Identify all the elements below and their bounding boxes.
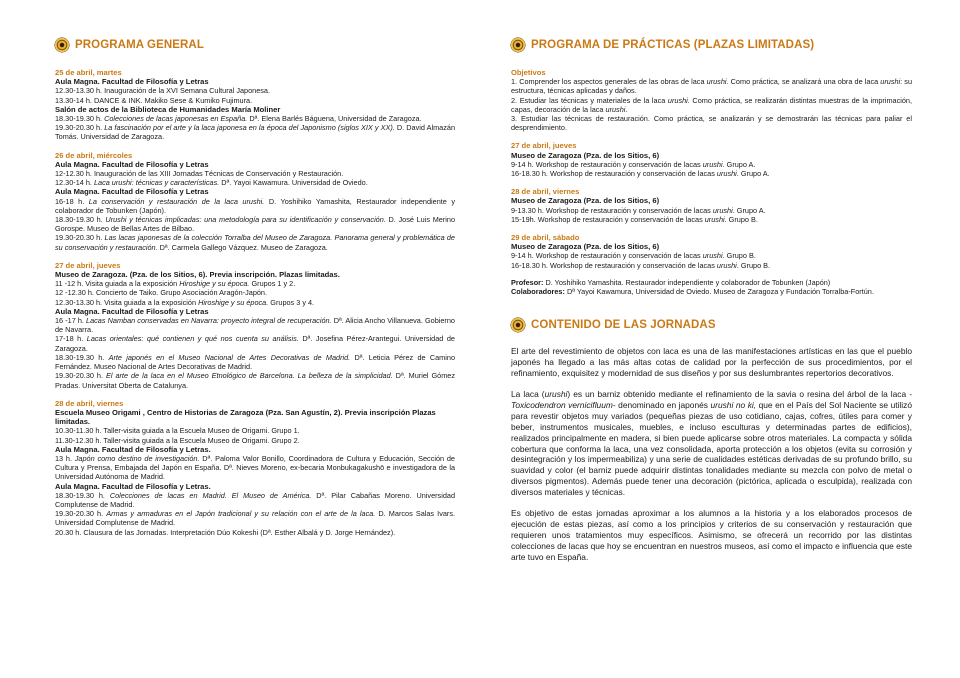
- contenido-paragraph-1: El arte del revestimiento de objetos con laca es una de las manifestaciones artísticas en las que el pueblo japonés ha llegado a las más altas cotas de calidad por la perfección de sus procedimientos, por el refinamiento, exquisitez y modernidad de sus diseños y por sus deslumbrantes repertorios decorativos.: [511, 346, 912, 379]
- schedule-entry: 13.30-14 h. DANCE & INK. Makiko Sese & Kumiko Fujimura.: [55, 95, 253, 105]
- workshop-entry: [511, 251, 912, 260]
- crest-bullet-icon: [55, 38, 69, 52]
- schedule-entry: [55, 114, 455, 123]
- schedule-entry: [55, 215, 455, 233]
- workshop-entry: [511, 169, 912, 178]
- venue-line: Museo de Zaragoza (Pza. de los Sitios, 6): [511, 242, 660, 252]
- schedule-entry: [55, 316, 455, 334]
- text-run: Grupos 1 y 2.: [249, 279, 296, 289]
- schedule-entry: 10.30-11.30 h. Taller-visita guiada a la Escuela Museo de Origami. Grupo 1.: [55, 426, 300, 436]
- contenido-heading: [511, 318, 912, 332]
- italic-title: Hiroshige y su época.: [198, 297, 269, 307]
- venue-line: Aula Magna. Facultad de Filosofía y Letras: [55, 187, 209, 197]
- text-run: D. Marcos Salas Ivars. Universidad Complutense de Madrid.: [55, 509, 456, 528]
- text-run: 9-13.30 h. Workshop de restauración y conservación de lacas: [511, 205, 713, 215]
- text-run: 18.30-19.30 h.: [55, 114, 105, 124]
- workshop-entry: [511, 160, 912, 169]
- venue-line: Aula Magna. Facultad de Filosofía y Letras: [55, 77, 209, 87]
- text-run: 11 -12 h. Visita guiada a la exposición: [55, 279, 180, 289]
- italic-title: Las lacas japonesas de la colección Torralba del Museo de Zaragoza. Panorama general y problemática de su conservación y restauración.: [55, 233, 455, 252]
- profesor-line: [511, 278, 912, 287]
- text-run: 15-19h. Workshop de restauración y conservación de lacas: [511, 214, 705, 224]
- text-run: . Grupo B.: [722, 251, 756, 261]
- day-heading: 28 de abril, viernes: [511, 187, 580, 197]
- workshop-entry: [511, 215, 912, 224]
- text-run: .: [625, 104, 628, 114]
- text-run: : su estructura, técnicas aplicadas y daños.: [511, 77, 913, 96]
- italic-title: urushi: [605, 104, 626, 114]
- contenido-paragraph-3: Es objetivo de estas jornadas aproximar a los alumnos a la historia y a los elaborados procesos de ejecución de estas piezas, así como a los principios y criterios de su conservación y restauración que requieren unos tratamientos muy específicos. Asimismo, se ofrecerá un recorrido por las distintas colecciones de lacas que hoy se encuentran en nuestros museos, así como el impacto e influencia que este arte tuvo en España.: [511, 508, 912, 562]
- text-run: Dª. Josefina Pérez-Arantegui. Universidad de Zaragoza.: [55, 334, 455, 353]
- text-run: Dª. Leticia Pérez de Camino Fernández. Museo Nacional de Artes Decorativas de Madrid.: [55, 352, 455, 372]
- contenido-paragraph-2: La laca (urushi) es un barniz obtenido mediante el refinamiento de la savia o resina del árbol de la laca -Toxicodendron vernicifluum- denominado en japonés urushi no ki, que en el País del Sol Naciente se utilizó para revestir objetos muy variados (pequeñas piezas de uso cotidiano, cajas, cofres, útiles para comer y beber, instrumentos musicales, muebles, e incluso esculturas y determinadas partes de edificios), realizados principalmente en madera, si bien puede aplicarse sobre otros materiales. La compacta y sólida cobertura que conforma la laca, una vez consolidada, aporta protección a los objetos (evita su corrosión y desintegración y los impermeabiliza) y una serie de cualidades estéticas derivadas de su profundo brillo, su suavidad y color (el barniz puede adquirir distintas tonalidades mediante su mezcla con polvo de metal o diversos pigmentos). Además puede tener una decoración (pictórica, aplicada o esculpida), realizada con diversos materiales y técnicas.: [511, 388, 913, 498]
- venue-line: Museo de Zaragoza (Pza. de los Sitios, 6): [511, 150, 660, 160]
- right-column: [511, 38, 912, 573]
- text-run: 19.30-20.30 h.: [55, 509, 107, 519]
- text-run: 19.30-20.30 h.: [55, 123, 105, 133]
- text-run: 19.30-20.30 h.: [55, 371, 106, 381]
- text-run: . Grupo B.: [724, 214, 758, 224]
- programa-practicas-title: PROGRAMA DE PRÁCTICAS (PLAZAS LIMITADAS): [531, 39, 815, 51]
- venue-line: Museo de Zaragoza (Pza. de los Sitios, 6): [511, 196, 660, 206]
- text-run: 3. Estudiar las técnicas de restauración. Como práctica, se analizarán y se demostrarán las técnicas para paliar el desprendimiento.: [511, 114, 912, 133]
- italic-title: El arte de la laca en el Museo Etnológico de Barcelona. La belleza de la simplicidad.: [105, 371, 393, 381]
- italic-title: urushi: [702, 159, 723, 169]
- programa-general-title: PROGRAMA GENERAL: [75, 39, 204, 51]
- practicas-days: [511, 141, 912, 269]
- text-run: Dª. Muriel Gómez Pradas. Universitat Oberta de Catalunya.: [55, 371, 455, 390]
- colaboradores-text: Dª Yayoi Kawamura, Universidad de Oviedo. Museo de Zaragoza y Fundación Torralba-Fortún.: [564, 287, 874, 297]
- day-heading: 27 de abril, jueves: [55, 260, 121, 270]
- italic-title: urushi: [716, 260, 737, 270]
- text-run: . Grupo A.: [722, 159, 756, 169]
- text-run: . Grupo A.: [732, 205, 766, 215]
- text-run: 19.30-20.30 h.: [55, 233, 105, 243]
- text-run: Dª. Alicia Ancho Villanueva. Gobierno de Navarra.: [55, 316, 455, 335]
- italic-title: urushi: [712, 205, 733, 215]
- schedule-entry: [55, 279, 455, 288]
- italic-title: Armas y armaduras en el Japón tradicional y su relación con el arte de la laca.: [106, 509, 376, 519]
- objetivo-item: [511, 114, 912, 132]
- italic-title: urushi: [716, 169, 737, 179]
- italic-title: Arte japonés en el Museo Nacional de Artes Decorativas de Madrid.: [108, 352, 351, 362]
- text-run: 16-18.30 h. Workshop de restauración y conservación de lacas: [511, 260, 717, 270]
- schedule-entry: [55, 353, 455, 371]
- italic-title: Urushi y técnicas implicadas: una metodología para su identificación y conservación.: [105, 215, 386, 225]
- workshop-entry: [511, 206, 912, 215]
- text-run: 12.30-14 h.: [55, 178, 94, 188]
- italic-title: Lacas Namban conservadas en Navarra: proyecto integral de recuperación.: [86, 316, 332, 326]
- text-run: Dª. Carmela Gallego Vázquez. Museo de Zaragoza.: [157, 242, 328, 252]
- italic-title: urushi.: [706, 77, 729, 87]
- schedule-entry: [55, 298, 455, 307]
- text-run: 16-18.30 h. Workshop de restauración y conservación de lacas: [511, 169, 717, 179]
- text-run: 18.30-19.30 h.: [55, 352, 109, 362]
- italic-title: Lacas orientales: qué contienen y qué nos cuenta su análisis.: [86, 334, 299, 344]
- schedule-entry: 12.30-13.30 h. Inauguración de la XVI Semana Cultural Japonesa.: [55, 86, 270, 96]
- italic-title: La fascinación por el arte y la laca japonesa en la época del Japonismo (siglos XIX y XX).: [104, 123, 395, 133]
- schedule-entry: [55, 491, 455, 509]
- schedule-entry: 12-12.30 h. Inauguración de las XIII Jornadas Técnicas de Conservación y Restauración.: [55, 169, 344, 179]
- crest-bullet-icon: [511, 38, 525, 52]
- schedule-entry: [55, 334, 455, 352]
- italic-title: Colecciones de lacas japonesas en España.: [104, 114, 248, 124]
- programa-general-days: [55, 68, 455, 537]
- text-run: . Grupo A.: [736, 169, 770, 179]
- schedule-entry: [55, 371, 455, 389]
- venue-line: Museo de Zaragoza. (Pza. de los Sitios, 6). Previa inscripción. Plazas limitadas.: [55, 270, 340, 280]
- objetivo-item: [511, 77, 912, 95]
- text-run: 12.30-13.30 h. Visita guiada a la exposición: [55, 297, 199, 307]
- text-run: Dª. Elena Barlés Báguena, Universidad de Zaragoza.: [247, 114, 422, 124]
- venue-line: Aula Magna. Facultad de Filosofía y Letras: [55, 306, 209, 316]
- text-run: 2. Estudiar las técnicas y materiales de la laca: [511, 95, 668, 105]
- schedule-entry: 11.30-12.30 h. Taller-visita guiada a la Escuela Museo de Origami. Grupo 2.: [55, 435, 300, 445]
- contenido-title: CONTENIDO DE LAS JORNADAS: [531, 319, 716, 332]
- text-run: 1. Comprender los aspectos generales de las obras de laca: [511, 77, 707, 87]
- italic-title: Hiroshige y su época.: [179, 279, 250, 289]
- venue-line: Salón de actos de la Biblioteca de Humanidades María Moliner: [55, 104, 281, 114]
- italic-title: Colecciones de lacas en Madrid. El Museo de América.: [109, 490, 312, 500]
- objetivos-list: [511, 77, 912, 132]
- venue-line: Aula Magna. Facultad de Filosofía y Letras.: [55, 444, 211, 454]
- schedule-entry: [55, 233, 455, 251]
- day-heading: 25 de abril, martes: [55, 68, 122, 77]
- text-run: 16-18 h.: [55, 196, 89, 206]
- schedule-entry: [55, 123, 455, 141]
- text-run: Grupos 3 y 4.: [268, 297, 315, 307]
- text-run: 18.30-19.30 h.: [55, 215, 106, 225]
- italic-title: urushi: [704, 214, 725, 224]
- venue-line: Escuela Museo Origami , Centro de Historias de Zaragoza (Pza. San Agustín, 2). Previa inscripción Plazas limitadas.: [55, 407, 436, 427]
- schedule-entry: [55, 178, 455, 187]
- text-run: D. Yoshihiko Yamashita, Restaurador independiente y colaborador de Tobunken (Japón).: [55, 196, 455, 215]
- italic-title: urushi.: [667, 95, 690, 105]
- schedule-entry: 12 -12.30 h. Concierto de Taiko. Grupo Asociación Aragón-Japón.: [55, 288, 268, 298]
- day-heading: 27 de abril, jueves: [511, 141, 577, 151]
- text-run: 17-18 h.: [55, 334, 87, 344]
- text-run: Dª. Yayoi Kawamura. Universidad de Oviedo.: [219, 178, 368, 188]
- italic-title: urushi: [702, 251, 723, 261]
- italic-title: Laca urushi: técnicas y características.: [93, 178, 220, 188]
- text-run: 9-14 h. Workshop de restauración y conservación de lacas: [511, 251, 703, 261]
- day-heading: 29 de abril, sábado: [511, 233, 580, 243]
- text-run: 16 -17 h.: [55, 316, 87, 326]
- text-run: Como práctica, se analizará una obra de laca: [728, 77, 881, 87]
- italic-title: Japón como destino de investigación.: [74, 453, 200, 463]
- text-run: Dª. Pilar Cabañas Moreno. Universidad Complutense de Madrid.: [55, 490, 455, 509]
- schedule-entry: 20.30 h. Clausura de las Jornadas. Interpretación Dúo Kokeshi (Dª. Esther Albalá y D. Jorge Hernández).: [55, 527, 396, 537]
- schedule-entry: [55, 509, 455, 527]
- day-heading: 28 de abril, viernes: [55, 398, 124, 408]
- profesor-label: Profesor:: [511, 277, 544, 287]
- text-run: 13 h.: [55, 453, 75, 463]
- venue-line: Aula Magna. Facultad de Filosofía y Letras: [55, 159, 209, 169]
- day-heading: 26 de abril, miércoles: [55, 150, 133, 160]
- venue-line: Aula Magna. Facultad de Filosofía y Letras.: [55, 481, 211, 491]
- profesor-text: D. Yoshihiko Yamashita. Restaurador independiente y colaborador de Tobunken (Japón): [543, 277, 831, 287]
- programa-practicas-heading: [511, 38, 912, 52]
- text-run: 18.30-19.30 h.: [55, 490, 110, 500]
- italic-title: La conservación y restauración de la laca urushi.: [88, 196, 265, 206]
- workshop-entry: [511, 261, 912, 270]
- text-run: D. José Luis Merino Gorospe. Museo de Bellas Artes de Bilbao.: [55, 215, 456, 234]
- objetivo-item: [511, 96, 912, 114]
- text-run: D. David Almazán Tomás. Universidad de Zaragoza.: [55, 123, 456, 142]
- text-run: Como práctica, se realizarán distintas muestras de la imprimación, capas, decoración de la laca: [511, 95, 912, 114]
- italic-title: urushi: [880, 77, 901, 87]
- programa-general-column: [55, 38, 455, 537]
- colaboradores-line: [511, 287, 912, 296]
- objetivos-label: Objetivos: [511, 68, 546, 77]
- text-run: 9-14 h. Workshop de restauración y conservación de lacas: [511, 159, 703, 169]
- text-run: . Grupo B.: [736, 260, 771, 270]
- schedule-entry: [55, 197, 455, 215]
- programa-general-heading: [55, 38, 455, 52]
- colaboradores-label: Colaboradores:: [511, 287, 565, 297]
- schedule-entry: [55, 454, 455, 482]
- text-run: Dª. Paloma Valor Bonillo, Coordinadora de Cultura y Educación, Sección de Cultura y Prensa, Embajada del Japón en España. Dª. Nieves Moreno, ex-becaria Monbukagakushō e investigadora de la Universidad Autónoma de Madrid.: [55, 453, 455, 482]
- crest-bullet-icon: [511, 318, 525, 332]
